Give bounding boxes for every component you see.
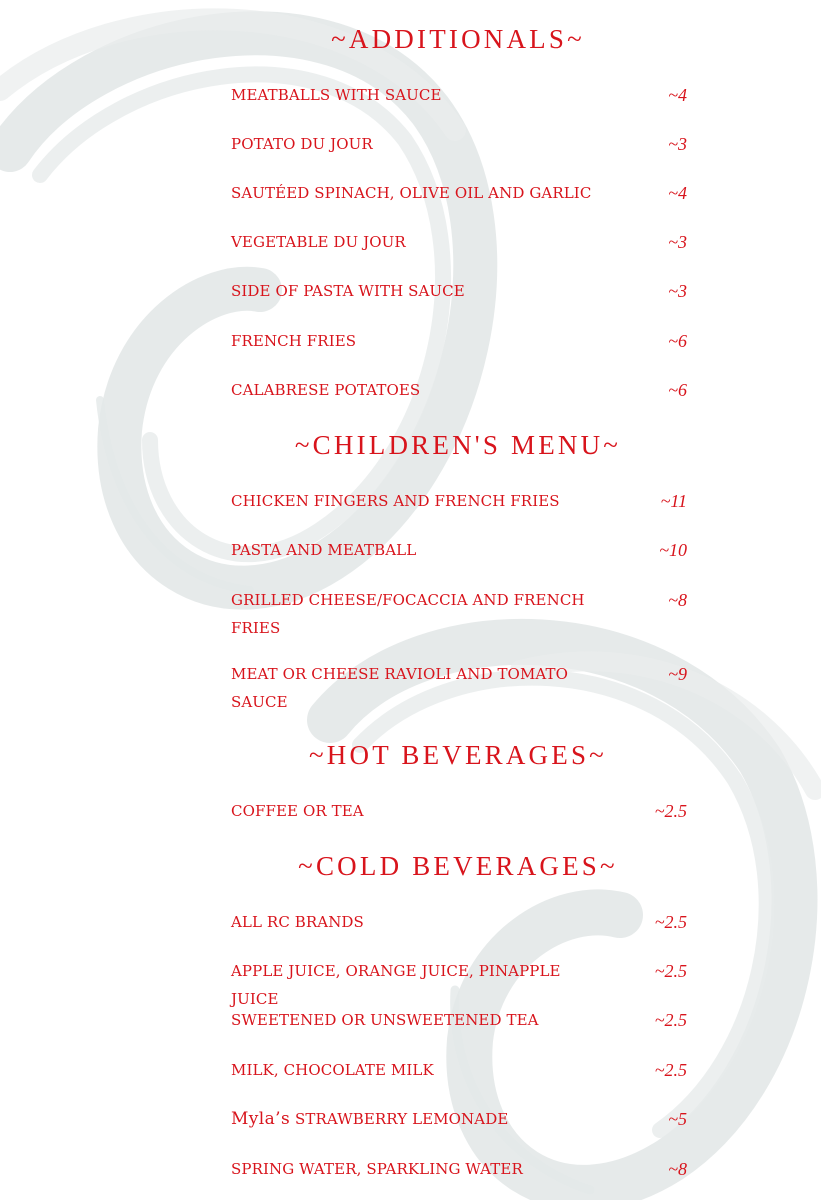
item-name: PASTA AND MEATBALL [231,541,417,559]
item-price: ~2.5 [654,1060,687,1080]
item-price: ~3 [668,232,687,252]
item-price: ~2.5 [654,801,687,821]
section-heading-hot-beverages: ~HOT BEVERAGES~ [309,740,607,770]
item-price: ~2.5 [654,912,687,932]
item-name: ALL RC BRANDS [231,913,364,931]
item-name: MEAT OR CHEESE RAVIOLI AND TOMATO SAUCE [231,665,569,711]
item-name [231,1105,601,1133]
item-price: ~3 [668,134,687,154]
item-price: ~6 [668,331,687,351]
item-brand-name: Myla’s [231,1109,291,1129]
item-name-text: STRAWBERRY LEMONADE [295,1110,509,1128]
item-price: ~8 [668,590,687,610]
section-heading-cold-beverages: ~COLD BEVERAGES~ [298,851,618,881]
item-price: ~10 [659,540,687,560]
item-price: ~5 [668,1109,687,1129]
item-name: GRILLED CHEESE/FOCACCIA AND FRENCH FRIES [231,591,585,637]
item-price: ~2.5 [654,961,687,981]
item-name: MILK, CHOCOLATE MILK [231,1061,434,1079]
item-name: FRENCH FRIES [231,332,357,350]
item-name: SIDE OF PASTA WITH SAUCE [231,282,465,300]
item-price: ~4 [668,183,687,203]
item-price: ~8 [668,1159,687,1179]
item-name: SWEETENED OR UNSWEETENED TEA [231,1011,539,1029]
item-price: ~4 [668,85,687,105]
item-price: ~2.5 [654,1010,687,1030]
item-name: SPRING WATER, SPARKLING WATER [231,1160,523,1178]
item-name: CALABRESE POTATOES [231,381,421,399]
item-name: APPLE JUICE, ORANGE JUICE, PINAPPLE JUICE [231,962,561,1008]
item-name: VEGETABLE DU JOUR [231,233,406,251]
item-price: ~11 [660,491,687,511]
item-name: CHICKEN FINGERS AND FRENCH FRIES [231,492,560,510]
section-heading-additionals: ~ADDITIONALS~ [331,24,585,54]
item-name: MEATBALLS WITH SAUCE [231,86,442,104]
item-name: POTATO DU JOUR [231,135,373,153]
item-price: ~6 [668,380,687,400]
section-heading-childrens-menu: ~CHILDREN'S MENU~ [294,430,622,460]
item-price: ~3 [668,281,687,301]
item-name: COFFEE OR TEA [231,802,364,820]
item-price: ~9 [668,664,687,684]
item-name: SAUTÉED SPINACH, OLIVE OIL AND GARLIC [231,184,592,202]
